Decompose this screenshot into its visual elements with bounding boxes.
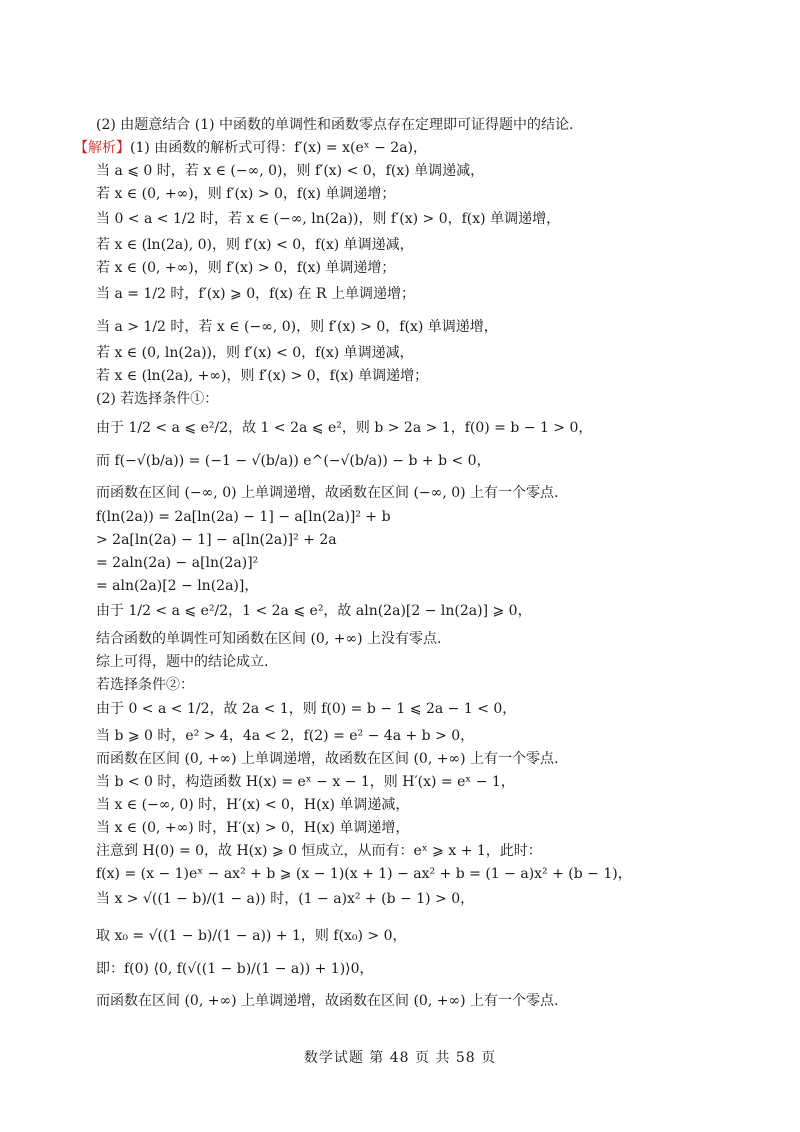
line-10: 若 x ∈ (0, ln(2a))，则 f′(x) < 0，f(x) 单调递减， [96,345,414,361]
line-18: = 2aln(2a) − a[ln(2a)]² [96,555,259,571]
analysis-tag: 【解析】 [74,140,130,156]
line-4: 若 x ∈ (0, +∞)，则 f′(x) > 0，f(x) 单调递增； [96,186,396,202]
line-27: 当 b < 0 时，构造函数 H(x) = eˣ − x − 1，则 H′(x) = eˣ − 1， [96,774,515,790]
line-33: 取 x₀ = √((1 − b)/(1 − a)) + 1，则 f(x₀) > 0， [96,928,407,944]
line-21: 结合函数的单调性可知函数在区间 (0, +∞) 上没有零点. [96,631,442,647]
line-19: = aln(2a)[2 − ln(2a)]， [96,578,259,594]
line-35: 而函数在区间 (0, +∞) 上单调递增，故函数在区间 (0, +∞) 上有一个零点. [96,993,559,1009]
line-29: 当 x ∈ (0, +∞) 时，H′(x) > 0，H(x) 单调递增， [96,820,410,836]
line-2-text: (1) 由函数的解析式可得：f′(x) = x(eˣ − 2a)， [130,140,428,156]
line-26: 而函数在区间 (0, +∞) 上单调递增，故函数在区间 (0, +∞) 上有一个零点. [96,751,559,767]
line-5: 当 0 < a < 1/2 时，若 x ∈ (−∞, ln(2a))，则 f′(x) > 0，f(x) 单调递增， [96,211,561,227]
line-23: 若选择条件②： [96,677,194,693]
line-12: (2) 若选择条件①： [96,391,219,407]
line-32: 当 x > √((1 − b)/(1 − a)) 时，(1 − a)x² + (b − 1) > 0， [96,891,475,907]
line-3: 当 a ⩽ 0 时，若 x ∈ (−∞, 0)，则 f′(x) < 0，f(x) 单调递减， [96,163,485,179]
line-22: 综上可得，题中的结论成立. [96,654,269,670]
line-11: 若 x ∈ (ln(2a), +∞)，则 f′(x) > 0，f(x) 单调递增； [96,368,429,384]
line-6: 若 x ∈ (ln(2a), 0)，则 f′(x) < 0，f(x) 单调递减， [96,237,414,253]
page-footer: 数学试题 第 48 页 共 58 页 [303,1050,497,1066]
line-13: 由于 1/2 < a ⩽ e²/2，故 1 < 2a ⩽ e²，则 b > 2a > 1，f(0) = b − 1 > 0， [96,420,593,436]
line-15: 而函数在区间 (−∞, 0) 上单调递增，故函数在区间 (−∞, 0) 上有一个零点. [96,485,559,501]
line-28: 当 x ∈ (−∞, 0) 时，H′(x) < 0，H(x) 单调递减， [96,797,410,813]
line-20: 由于 1/2 < a ⩽ e²/2，1 < 2a ⩽ e²，故 aln(2a)[2 − ln(2a)] ⩾ 0， [96,603,532,619]
line-2 [74,139,427,157]
line-17: > 2a[ln(2a) − 1] − a[ln(2a)]² + 2a [96,532,337,548]
line-9: 当 a > 1/2 时，若 x ∈ (−∞, 0)，则 f′(x) > 0，f(x) 单调递增， [96,319,498,335]
line-1: (2) 由题意结合 (1) 中函数的单调性和函数零点存在定理即可证得题中的结论. [96,117,574,133]
line-16: f(ln(2a)) = 2a[ln(2a) − 1] − a[ln(2a)]² + b [96,509,391,525]
line-24: 由于 0 < a < 1/2，故 2a < 1，则 f(0) = b − 1 ⩽ 2a − 1 < 0， [96,701,517,717]
line-25: 当 b ⩾ 0 时，e² > 4，4a < 2，f(2) = e² − 4a + b > 0， [96,728,475,744]
line-14: 而 f(−√(b/a)) = (−1 − √(b/a)) e^(−√(b/a)) − b + b < 0， [96,453,491,469]
line-30: 注意到 H(0) = 0，故 H(x) ⩾ 0 恒成立，从而有：eˣ ⩾ x + 1，此时： [96,843,542,859]
line-7: 若 x ∈ (0, +∞)，则 f′(x) > 0，f(x) 单调递增； [96,260,396,276]
line-8: 当 a = 1/2 时，f′(x) ⩾ 0，f(x) 在 R 上单调递增； [96,286,416,302]
line-31: f(x) = (x − 1)eˣ − ax² + b ⩾ (x − 1)(x + 1) − ax² + b = (1 − a)x² + (b − 1)， [96,866,632,882]
line-34: 即：f(0) ⟨0, f(√((1 − b)/(1 − a)) + 1)⟩0， [96,961,374,977]
